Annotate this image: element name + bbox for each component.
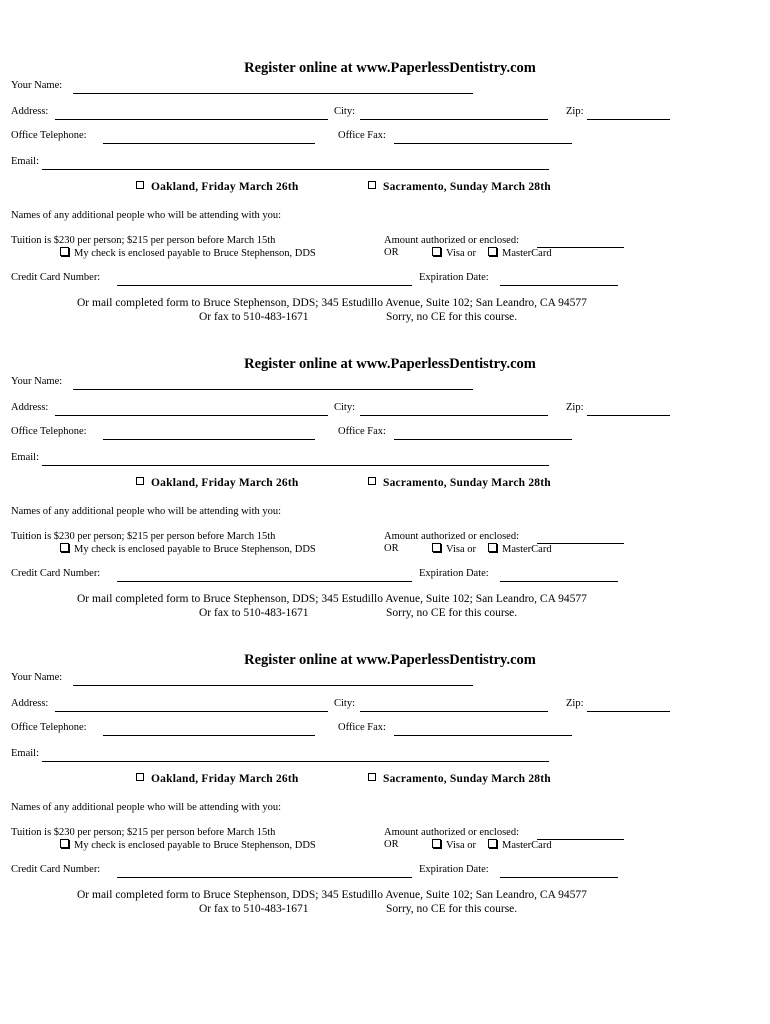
sacramento-option[interactable] (368, 181, 551, 193)
credit-card-label: Credit Card Number: (11, 864, 101, 875)
your-name-field[interactable] (73, 685, 473, 686)
checkbox-icon[interactable] (60, 543, 69, 552)
city-field[interactable] (360, 119, 548, 120)
oakland-option[interactable] (136, 773, 298, 785)
your-name-label: Your Name: (11, 672, 63, 683)
amount-label: Amount authorized or enclosed: (384, 827, 520, 838)
fax-instructions: Or fax to 510-483-1671 (199, 311, 309, 323)
tuition-text: Tuition is $230 per person; $215 per person before March 15th (11, 235, 276, 246)
visa-label: Visa or (446, 840, 476, 851)
office-telephone-label: Office Telephone: (11, 722, 87, 733)
zip-field[interactable] (587, 119, 670, 120)
check-enclosed-label: My check is enclosed payable to Bruce Stephenson, DDS (74, 544, 316, 555)
checkbox-icon[interactable] (136, 181, 144, 189)
credit-card-field[interactable] (117, 285, 412, 286)
check-enclosed-option[interactable] (60, 543, 316, 555)
no-ce-note: Sorry, no CE for this course. (386, 607, 518, 619)
email-field[interactable] (42, 761, 549, 762)
office-telephone-label: Office Telephone: (11, 130, 87, 141)
address-field[interactable] (55, 415, 328, 416)
checkbox-icon[interactable] (136, 773, 144, 781)
office-telephone-field[interactable] (103, 439, 315, 440)
your-name-field[interactable] (73, 93, 473, 94)
your-name-field[interactable] (73, 389, 473, 390)
tuition-text: Tuition is $230 per person; $215 per person before March 15th (11, 531, 276, 542)
no-ce-note: Sorry, no CE for this course. (386, 903, 518, 915)
office-telephone-field[interactable] (103, 143, 315, 144)
zip-field[interactable] (587, 711, 670, 712)
office-fax-field[interactable] (394, 439, 572, 440)
email-label: Email: (11, 748, 39, 759)
checkbox-icon[interactable] (368, 773, 376, 781)
office-fax-label: Office Fax: (338, 722, 386, 733)
checkbox-icon[interactable] (368, 181, 376, 189)
sacramento-label: Sacramento, Sunday March 28th (383, 477, 551, 489)
visa-option[interactable] (432, 839, 476, 851)
address-field[interactable] (55, 711, 328, 712)
checkbox-icon[interactable] (60, 839, 69, 848)
credit-card-field[interactable] (117, 877, 412, 878)
zip-field[interactable] (587, 415, 670, 416)
or-label: OR (384, 839, 399, 850)
additional-people-label: Names of any additional people who will be attending with you: (11, 506, 282, 517)
oakland-label: Oakland, Friday March 26th (151, 773, 299, 785)
form-title: Register online at www.PaperlessDentistry.com (244, 652, 536, 668)
or-label: OR (384, 247, 399, 258)
city-field[interactable] (360, 711, 548, 712)
office-telephone-label: Office Telephone: (11, 426, 87, 437)
visa-option[interactable] (432, 543, 476, 555)
check-enclosed-label: My check is enclosed payable to Bruce Stephenson, DDS (74, 248, 316, 259)
checkbox-icon[interactable] (368, 477, 376, 485)
mail-instructions: Or mail completed form to Bruce Stephenson, DDS; 345 Estudillo Avenue, Suite 102; San Leandro, CA 94577 (77, 593, 587, 605)
mail-instructions: Or mail completed form to Bruce Stephenson, DDS; 345 Estudillo Avenue, Suite 102; San Leandro, CA 94577 (77, 297, 587, 309)
your-name-label: Your Name: (11, 80, 63, 91)
expiration-label: Expiration Date: (419, 864, 489, 875)
fax-instructions: Or fax to 510-483-1671 (199, 903, 309, 915)
registration-form-2 (0, 356, 770, 660)
additional-people-label: Names of any additional people who will be attending with you: (11, 802, 282, 813)
address-field[interactable] (55, 119, 328, 120)
registration-form-3 (0, 652, 770, 956)
mastercard-option[interactable] (488, 839, 552, 851)
office-fax-label: Office Fax: (338, 426, 386, 437)
fax-instructions: Or fax to 510-483-1671 (199, 607, 309, 619)
visa-label: Visa or (446, 544, 476, 555)
form-title: Register online at www.PaperlessDentistry.com (244, 60, 536, 76)
expiration-label: Expiration Date: (419, 568, 489, 579)
email-label: Email: (11, 156, 39, 167)
mail-instructions: Or mail completed form to Bruce Stephenson, DDS; 345 Estudillo Avenue, Suite 102; San Leandro, CA 94577 (77, 889, 587, 901)
visa-option[interactable] (432, 247, 476, 259)
email-field[interactable] (42, 465, 549, 466)
zip-label: Zip: (566, 402, 584, 413)
amount-label: Amount authorized or enclosed: (384, 235, 520, 246)
zip-label: Zip: (566, 106, 584, 117)
mastercard-option[interactable] (488, 247, 552, 259)
credit-card-label: Credit Card Number: (11, 568, 101, 579)
office-fax-label: Office Fax: (338, 130, 386, 141)
city-label: City: (334, 698, 356, 709)
city-label: City: (334, 402, 356, 413)
oakland-label: Oakland, Friday March 26th (151, 477, 299, 489)
credit-card-label: Credit Card Number: (11, 272, 101, 283)
no-ce-note: Sorry, no CE for this course. (386, 311, 518, 323)
sacramento-option[interactable] (368, 477, 551, 489)
zip-label: Zip: (566, 698, 584, 709)
email-label: Email: (11, 452, 39, 463)
expiration-field[interactable] (500, 581, 618, 582)
mastercard-label: MasterCard (502, 544, 552, 555)
checkbox-icon[interactable] (432, 247, 441, 256)
oakland-option[interactable] (136, 477, 298, 489)
mastercard-label: MasterCard (502, 248, 552, 259)
city-field[interactable] (360, 415, 548, 416)
expiration-field[interactable] (500, 285, 618, 286)
expiration-label: Expiration Date: (419, 272, 489, 283)
checkbox-icon[interactable] (432, 839, 441, 848)
address-label: Address: (11, 106, 49, 117)
oakland-label: Oakland, Friday March 26th (151, 181, 299, 193)
checkbox-icon[interactable] (488, 839, 497, 848)
office-fax-field[interactable] (394, 735, 572, 736)
mastercard-option[interactable] (488, 543, 552, 555)
your-name-label: Your Name: (11, 376, 63, 387)
credit-card-field[interactable] (117, 581, 412, 582)
office-fax-field[interactable] (394, 143, 572, 144)
sacramento-option[interactable] (368, 773, 551, 785)
expiration-field[interactable] (500, 877, 618, 878)
checkbox-icon[interactable] (488, 247, 497, 256)
city-label: City: (334, 106, 356, 117)
oakland-option[interactable] (136, 181, 298, 193)
mastercard-label: MasterCard (502, 840, 552, 851)
check-enclosed-option[interactable] (60, 839, 316, 851)
check-enclosed-option[interactable] (60, 247, 316, 259)
checkbox-icon[interactable] (136, 477, 144, 485)
checkbox-icon[interactable] (60, 247, 69, 256)
checkbox-icon[interactable] (488, 543, 497, 552)
visa-label: Visa or (446, 248, 476, 259)
email-field[interactable] (42, 169, 549, 170)
address-label: Address: (11, 402, 49, 413)
amount-label: Amount authorized or enclosed: (384, 531, 520, 542)
additional-people-label: Names of any additional people who will be attending with you: (11, 210, 282, 221)
sacramento-label: Sacramento, Sunday March 28th (383, 773, 551, 785)
address-label: Address: (11, 698, 49, 709)
checkbox-icon[interactable] (432, 543, 441, 552)
tuition-text: Tuition is $230 per person; $215 per person before March 15th (11, 827, 276, 838)
sacramento-label: Sacramento, Sunday March 28th (383, 181, 551, 193)
form-title: Register online at www.PaperlessDentistry.com (244, 356, 536, 372)
office-telephone-field[interactable] (103, 735, 315, 736)
or-label: OR (384, 543, 399, 554)
registration-form-1 (0, 60, 770, 364)
check-enclosed-label: My check is enclosed payable to Bruce Stephenson, DDS (74, 840, 316, 851)
